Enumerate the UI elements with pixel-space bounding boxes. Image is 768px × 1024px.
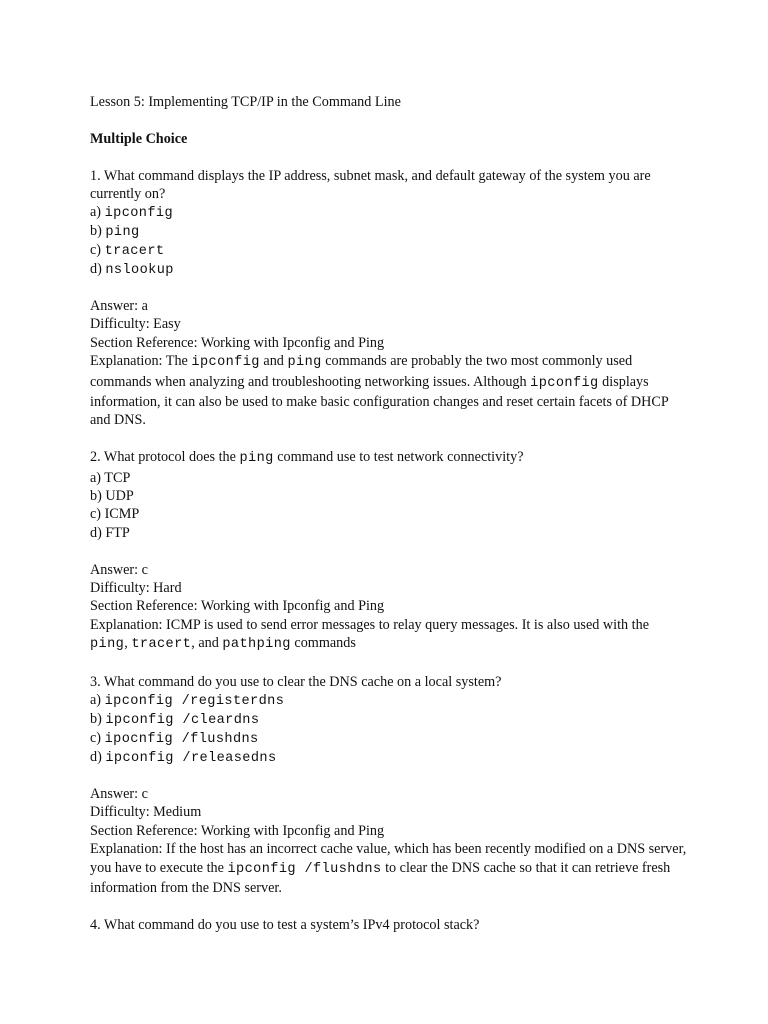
question-3-text: 3. What command do you use to clear the DNS cache on a local system? <box>90 674 502 691</box>
spacer <box>90 111 690 129</box>
spacer <box>90 897 690 915</box>
option-code: ping <box>105 225 140 241</box>
explanation-code: ping <box>90 637 125 653</box>
option-prefix: d) <box>90 748 106 765</box>
question-2-answer: Answer: c <box>90 561 148 578</box>
spacer <box>90 767 690 785</box>
explanation-code: ipconfig <box>191 355 260 371</box>
explanation-code: pathping <box>222 637 291 653</box>
question-2 <box>90 448 690 654</box>
option-code: ipconfig /releasedns <box>105 750 277 766</box>
question-code: ping <box>239 451 274 467</box>
question-2-text <box>90 448 690 468</box>
explanation-code: ping <box>287 355 322 371</box>
spacer <box>90 430 690 448</box>
question-3-difficulty: Difficulty: Medium <box>90 804 202 821</box>
option-prefix: b) <box>90 223 106 240</box>
question-3 <box>90 673 690 897</box>
option-code: ipconfig /cleardns <box>105 713 260 729</box>
spacer <box>90 279 690 297</box>
question-4 <box>90 916 690 934</box>
question-1-answer: Answer: a <box>90 297 148 314</box>
option-code: tracert <box>104 244 165 259</box>
explanation-text: Explanation: If the host has an incorrect cache value, which has been recently modified on a DNS server, you have to execute the <box>90 841 690 876</box>
question-2-option-a: a) TCP <box>90 469 131 486</box>
question-3-section-reference: Section Reference: Working with Ipconfig and Ping <box>90 822 385 839</box>
option-code: ipconfig /registerdns <box>104 694 285 710</box>
option-prefix: d) <box>90 260 106 277</box>
explanation-text: and <box>259 353 288 370</box>
question-1 <box>90 167 690 430</box>
question-1-explanation <box>90 352 690 430</box>
question-1-option-b <box>90 222 690 241</box>
question-3-option-c <box>90 729 690 748</box>
option-code: nslookup <box>105 262 174 278</box>
explanation-text: Explanation: The <box>90 353 192 370</box>
section-heading: Multiple Choice <box>90 130 188 147</box>
question-2-explanation <box>90 616 690 655</box>
explanation-text: to clear the DNS cache so that it can retrieve fresh information from the DNS server. <box>90 859 674 897</box>
explanation-code: tracert <box>131 637 192 653</box>
lesson-title: Lesson 5: Implementing TCP/IP in the Command Line <box>90 94 401 110</box>
question-1-section-reference: Section Reference: Working with Ipconfig and Ping <box>90 334 385 351</box>
question-text: command use to test network connectivity? <box>273 449 524 466</box>
question-text: 2. What protocol does the <box>90 449 240 466</box>
question-3-option-b <box>90 710 690 729</box>
question-1-option-a <box>90 203 690 222</box>
question-4-text: 4. What command do you use to test a system’s IPv4 protocol stack? <box>90 916 480 933</box>
question-1-difficulty: Difficulty: Easy <box>90 316 181 333</box>
option-prefix: a) <box>90 204 105 221</box>
spacer <box>90 542 690 560</box>
question-2-option-c: c) ICMP <box>90 506 140 523</box>
explanation-code: ipconfig /flushdns <box>227 861 382 877</box>
option-code: ipocnfig /flushdns <box>104 732 259 748</box>
question-2-section-reference: Section Reference: Working with Ipconfig and Ping <box>90 598 385 615</box>
question-2-difficulty: Difficulty: Hard <box>90 580 182 597</box>
spacer <box>90 148 690 166</box>
option-prefix: a) <box>90 692 105 709</box>
explanation-text: commands are probably the two most commonly used commands when analyzing and troubleshooting networking issues. Although <box>90 353 636 390</box>
explanation-text: Explanation: ICMP is used to send error messages to relay query messages. It is also used with the <box>90 616 653 633</box>
document-page <box>90 93 690 934</box>
question-2-option-b: b) UDP <box>90 488 134 505</box>
spacer <box>90 655 690 673</box>
explanation-text: displays information, it can also be used to make basic configuration changes and reset certain facets of DHCP and DNS. <box>90 373 672 429</box>
explanation-text: commands <box>290 635 356 652</box>
question-3-explanation <box>90 840 690 897</box>
explanation-text: , <box>124 635 132 652</box>
question-3-option-a <box>90 691 690 710</box>
question-1-text: 1. What command displays the IP address, subnet mask, and default gateway of the system you are currently on? <box>90 167 655 202</box>
explanation-code: ipconfig <box>530 375 599 391</box>
question-2-option-d: d) FTP <box>90 524 130 541</box>
question-3-answer: Answer: c <box>90 786 148 803</box>
option-code: ipconfig <box>104 206 174 222</box>
option-prefix: c) <box>90 730 105 747</box>
question-1-option-d <box>90 260 690 279</box>
option-prefix: b) <box>90 711 106 728</box>
question-1-option-c <box>90 241 690 260</box>
explanation-text: , and <box>191 635 223 652</box>
question-3-option-d <box>90 748 690 767</box>
option-prefix: c) <box>90 242 105 258</box>
